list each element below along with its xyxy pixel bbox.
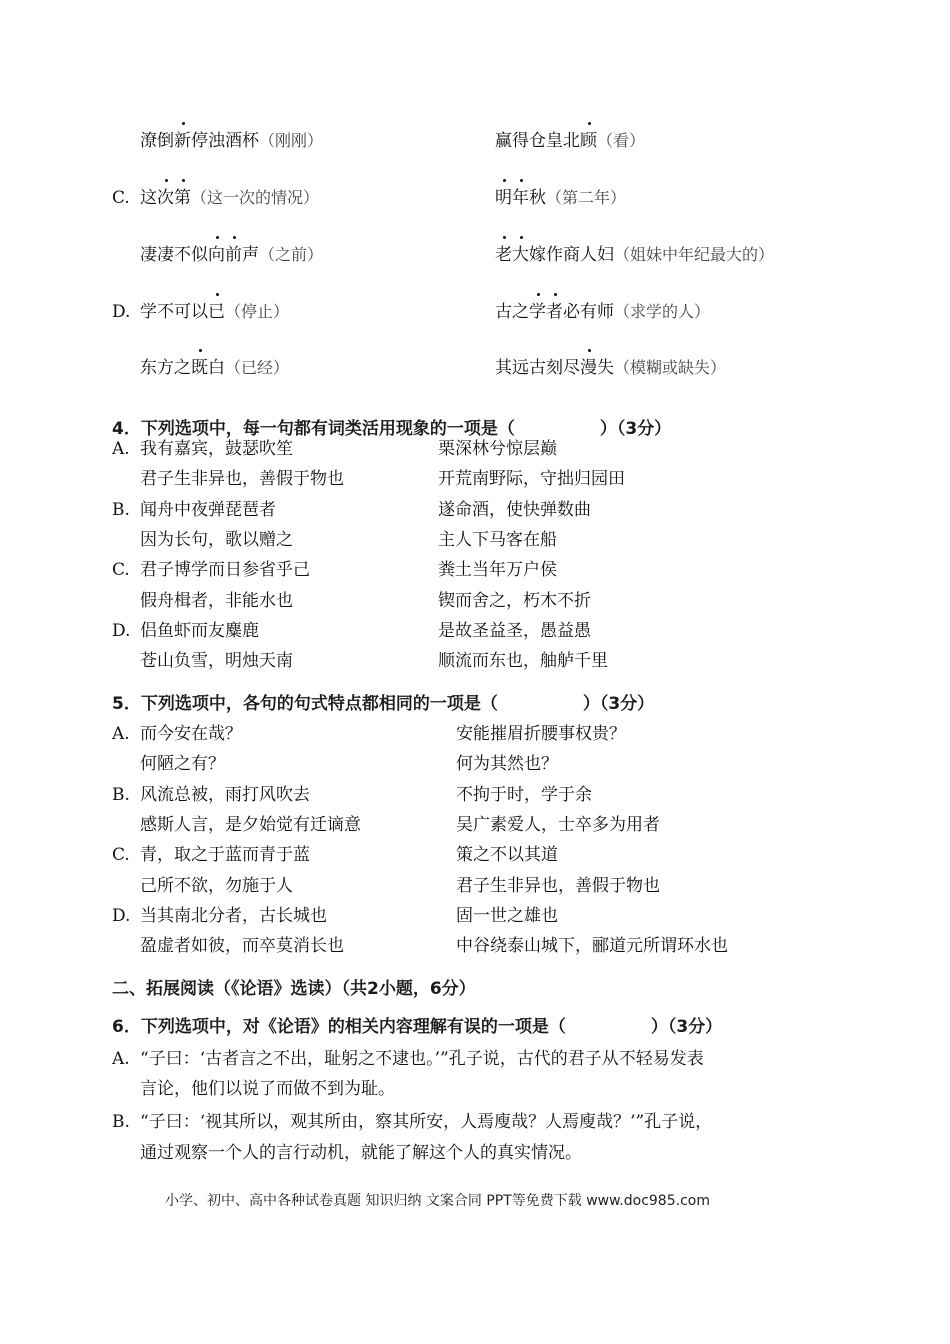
q5-option-left: 己所不欲，勿施于人: [140, 875, 293, 896]
q5-option-left: 当其南北分者，古长城也: [140, 905, 327, 926]
q5-option-right: 固一世之雄也: [456, 905, 558, 926]
q3-left-phrase: [140, 297, 289, 327]
q4-option-label: A.: [112, 439, 130, 459]
q3-left-phrase: [140, 126, 323, 156]
q5-option-row: [0, 810, 950, 840]
q4-option-row: [0, 525, 950, 555]
q3-option-label: C.: [112, 188, 130, 208]
q6-option-b-cont: [0, 1138, 950, 1168]
gloss-note: （之前）: [259, 245, 324, 264]
q4-option-label: B.: [112, 499, 130, 520]
q4-option-right: 顺流而东也，舳舻千里: [438, 651, 608, 672]
emphasized-char: 新: [174, 126, 191, 156]
q5-option-label: C.: [112, 845, 130, 866]
q4-option-left: 假舟楫者，非能水也: [140, 590, 293, 611]
phrase-text: 赢得仓皇北: [495, 131, 580, 151]
q4-option-left: 闻舟中夜弹琵琶者: [140, 499, 276, 520]
emphasized-char: 学: [529, 297, 546, 327]
q4-option-label: C.: [112, 560, 130, 581]
q4-option-right: 锲而舍之，朽木不折: [438, 590, 591, 611]
emphasized-char: 漫: [580, 353, 597, 383]
gloss-note: （刚刚）: [259, 131, 324, 150]
phrase-text: 秋: [529, 188, 546, 208]
q3-row: [0, 183, 950, 213]
q6-option-a-line1: “子曰：‘古者言之不出，耻躬之不逮也。’”孔子说，古代的君子从不轻易发表: [140, 1049, 704, 1069]
q3-row: [0, 126, 950, 156]
q3-row: [0, 353, 950, 383]
q4-option-row: [0, 434, 950, 464]
footer-text: 小学、初中、高中各种试卷真题 知识归纳 文案合同 PPT等免费下载 www.doc985.com: [165, 1193, 710, 1209]
q4-title-text: 4．下列选项中，每一句都有词类活用现象的一项是（ ）（3分）: [112, 419, 672, 439]
q5-option-right: 安能摧眉折腰事权贵？: [456, 724, 626, 744]
section2-heading: [0, 974, 950, 1004]
q5-option-label: B.: [112, 784, 130, 805]
emphasized-char: 向: [208, 240, 225, 270]
q4-option-right: 是故圣益圣，愚益愚: [438, 620, 591, 641]
q6-option-b: [0, 1107, 950, 1137]
q4-option-row: [0, 495, 950, 525]
q4-option-left: 君子生非异也，善假于物也: [140, 469, 344, 490]
q3-option-label: D.: [112, 302, 131, 322]
q4-option-right: 粪土当年万户侯: [438, 560, 557, 581]
q6-option-a-label: A.: [112, 1049, 130, 1069]
emphasized-char: 次: [157, 183, 174, 213]
emphasized-char: 既: [191, 353, 208, 383]
phrase-text: 凄凄不似: [140, 245, 208, 265]
gloss-note: （已经）: [225, 358, 290, 377]
q4-option-right: 主人下马客在船: [438, 529, 557, 550]
q5-option-label: A.: [112, 724, 130, 744]
q4-option-right: 开荒南野际，守拙归园田: [438, 469, 625, 490]
q4-option-row: [0, 586, 950, 616]
q5-title-text: 5．下列选项中，各句的句式特点都相同的一项是（ ）（3分）: [112, 694, 655, 714]
q6-option-b-line1: “子曰：‘视其所以，观其所由，察其所安，人焉廋哉？人焉廋哉？’”孔子说，: [140, 1112, 713, 1132]
q4-option-right: 遂命酒，使快弹数曲: [438, 499, 591, 520]
q3-right-phrase: [495, 126, 645, 156]
page-footer: [0, 1188, 950, 1214]
q6-title: [0, 1012, 950, 1042]
phrase-text: 必有师: [563, 302, 614, 322]
q3-right-phrase: [495, 353, 726, 383]
phrase-text: 声: [242, 245, 259, 265]
q4-option-row: [0, 646, 950, 676]
phrase-text: 学不可以: [140, 302, 208, 322]
q4-option-right: 栗深林兮惊层巅: [438, 439, 557, 459]
section2-text: 二、拓展阅读（《论语》选读）（共2小题，6分）: [112, 979, 476, 999]
emphasized-char: 明: [495, 183, 512, 213]
phrase-text: 其远古刻尽: [495, 358, 580, 378]
q5-option-right: 君子生非异也，善假于物也: [456, 875, 660, 896]
emphasized-char: 老: [495, 240, 512, 270]
q6-option-b-label: B.: [112, 1112, 130, 1132]
phrase-text: 停浊酒杯: [191, 131, 259, 151]
q4-option-label: D.: [112, 620, 131, 641]
q5-option-left: 感斯人言，是夕始觉有迁谪意: [140, 814, 361, 835]
emphasized-char: 已: [208, 297, 225, 327]
q3-left-phrase: [140, 240, 323, 270]
q5-option-right: 中谷绕泰山城下，郦道元所谓环水也: [456, 936, 728, 957]
phrase-text: 这: [140, 188, 157, 208]
gloss-note: （姐妹中年纪最大的）: [614, 245, 775, 264]
emphasized-char: 者: [546, 297, 563, 327]
q5-option-right: 吴广素爱人，士卒多为用者: [456, 814, 660, 835]
emphasized-char: 顾: [580, 126, 597, 156]
phrase-text: 白: [208, 358, 225, 378]
q5-option-row: [0, 901, 950, 931]
gloss-note: （停止）: [225, 302, 290, 321]
q5-option-right: 策之不以其道: [456, 845, 558, 866]
q3-left-phrase: [140, 353, 289, 383]
q4-option-left: 苍山负雪，明烛天南: [140, 651, 293, 672]
phrase-text: 嫁作商人妇: [529, 245, 614, 265]
q5-option-left: 盈虚者如彼，而卒莫消长也: [140, 936, 344, 957]
q6-option-a-cont: [0, 1074, 950, 1104]
gloss-note: （模糊或缺失）: [614, 358, 727, 377]
emphasized-char: 年: [512, 183, 529, 213]
q5-option-right: 何为其然也？: [456, 754, 558, 775]
phrase-text: 东方之: [140, 358, 191, 378]
gloss-note: （看）: [597, 131, 646, 150]
emphasized-char: 前: [225, 240, 242, 270]
q4-option-row: [0, 555, 950, 585]
emphasized-char: 第: [174, 183, 191, 213]
q6-option-b-line2: 通过观察一个人的言行动机，就能了解这个人的真实情况。: [140, 1143, 582, 1163]
q3-row: [0, 240, 950, 270]
q5-option-row: [0, 931, 950, 961]
q5-option-row: [0, 840, 950, 870]
phrase-text: 潦倒: [140, 131, 174, 151]
q5-option-row: [0, 780, 950, 810]
phrase-text: 古之: [495, 302, 529, 322]
q6-option-a-line2: 言论，他们以说了而做不到为耻。: [140, 1079, 395, 1099]
emphasized-char: 大: [512, 240, 529, 270]
q4-option-left: 我有嘉宾，鼓瑟吹笙: [140, 439, 293, 459]
gloss-note: （这一次的情况）: [191, 188, 320, 207]
q5-option-left: 而今安在哉？: [140, 724, 242, 744]
q5-option-left: 何陋之有？: [140, 754, 225, 775]
q5-option-label: D.: [112, 905, 131, 926]
q5-option-row: [0, 749, 950, 779]
q4-option-left: 侣鱼虾而友麋鹿: [140, 620, 259, 641]
q4-option-left: 君子博学而日参省乎己: [140, 560, 310, 581]
q5-option-left: 青，取之于蓝而青于蓝: [140, 845, 310, 866]
gloss-note: （求学的人）: [614, 302, 711, 321]
phrase-text: 失: [597, 358, 614, 378]
q5-title: [0, 689, 950, 719]
q4-option-row: [0, 464, 950, 494]
q3-right-phrase: [495, 183, 626, 213]
q5-option-right: 不拘于时，学于余: [456, 784, 592, 805]
q4-option-left: 因为长句，歌以赠之: [140, 529, 293, 550]
q3-right-phrase: [495, 240, 774, 270]
q5-option-row: [0, 871, 950, 901]
q6-option-a: [0, 1044, 950, 1074]
q5-option-left: 风流总被，雨打风吹去: [140, 784, 310, 805]
q5-option-row: [0, 719, 950, 749]
q6-title-text: 6．下列选项中，对《论语》的相关内容理解有误的一项是（ ）（3分）: [112, 1017, 723, 1037]
gloss-note: （第二年）: [546, 188, 627, 207]
q3-right-phrase: [495, 297, 710, 327]
q3-row: [0, 297, 950, 327]
q3-left-phrase: [140, 183, 319, 213]
q4-option-row: [0, 616, 950, 646]
